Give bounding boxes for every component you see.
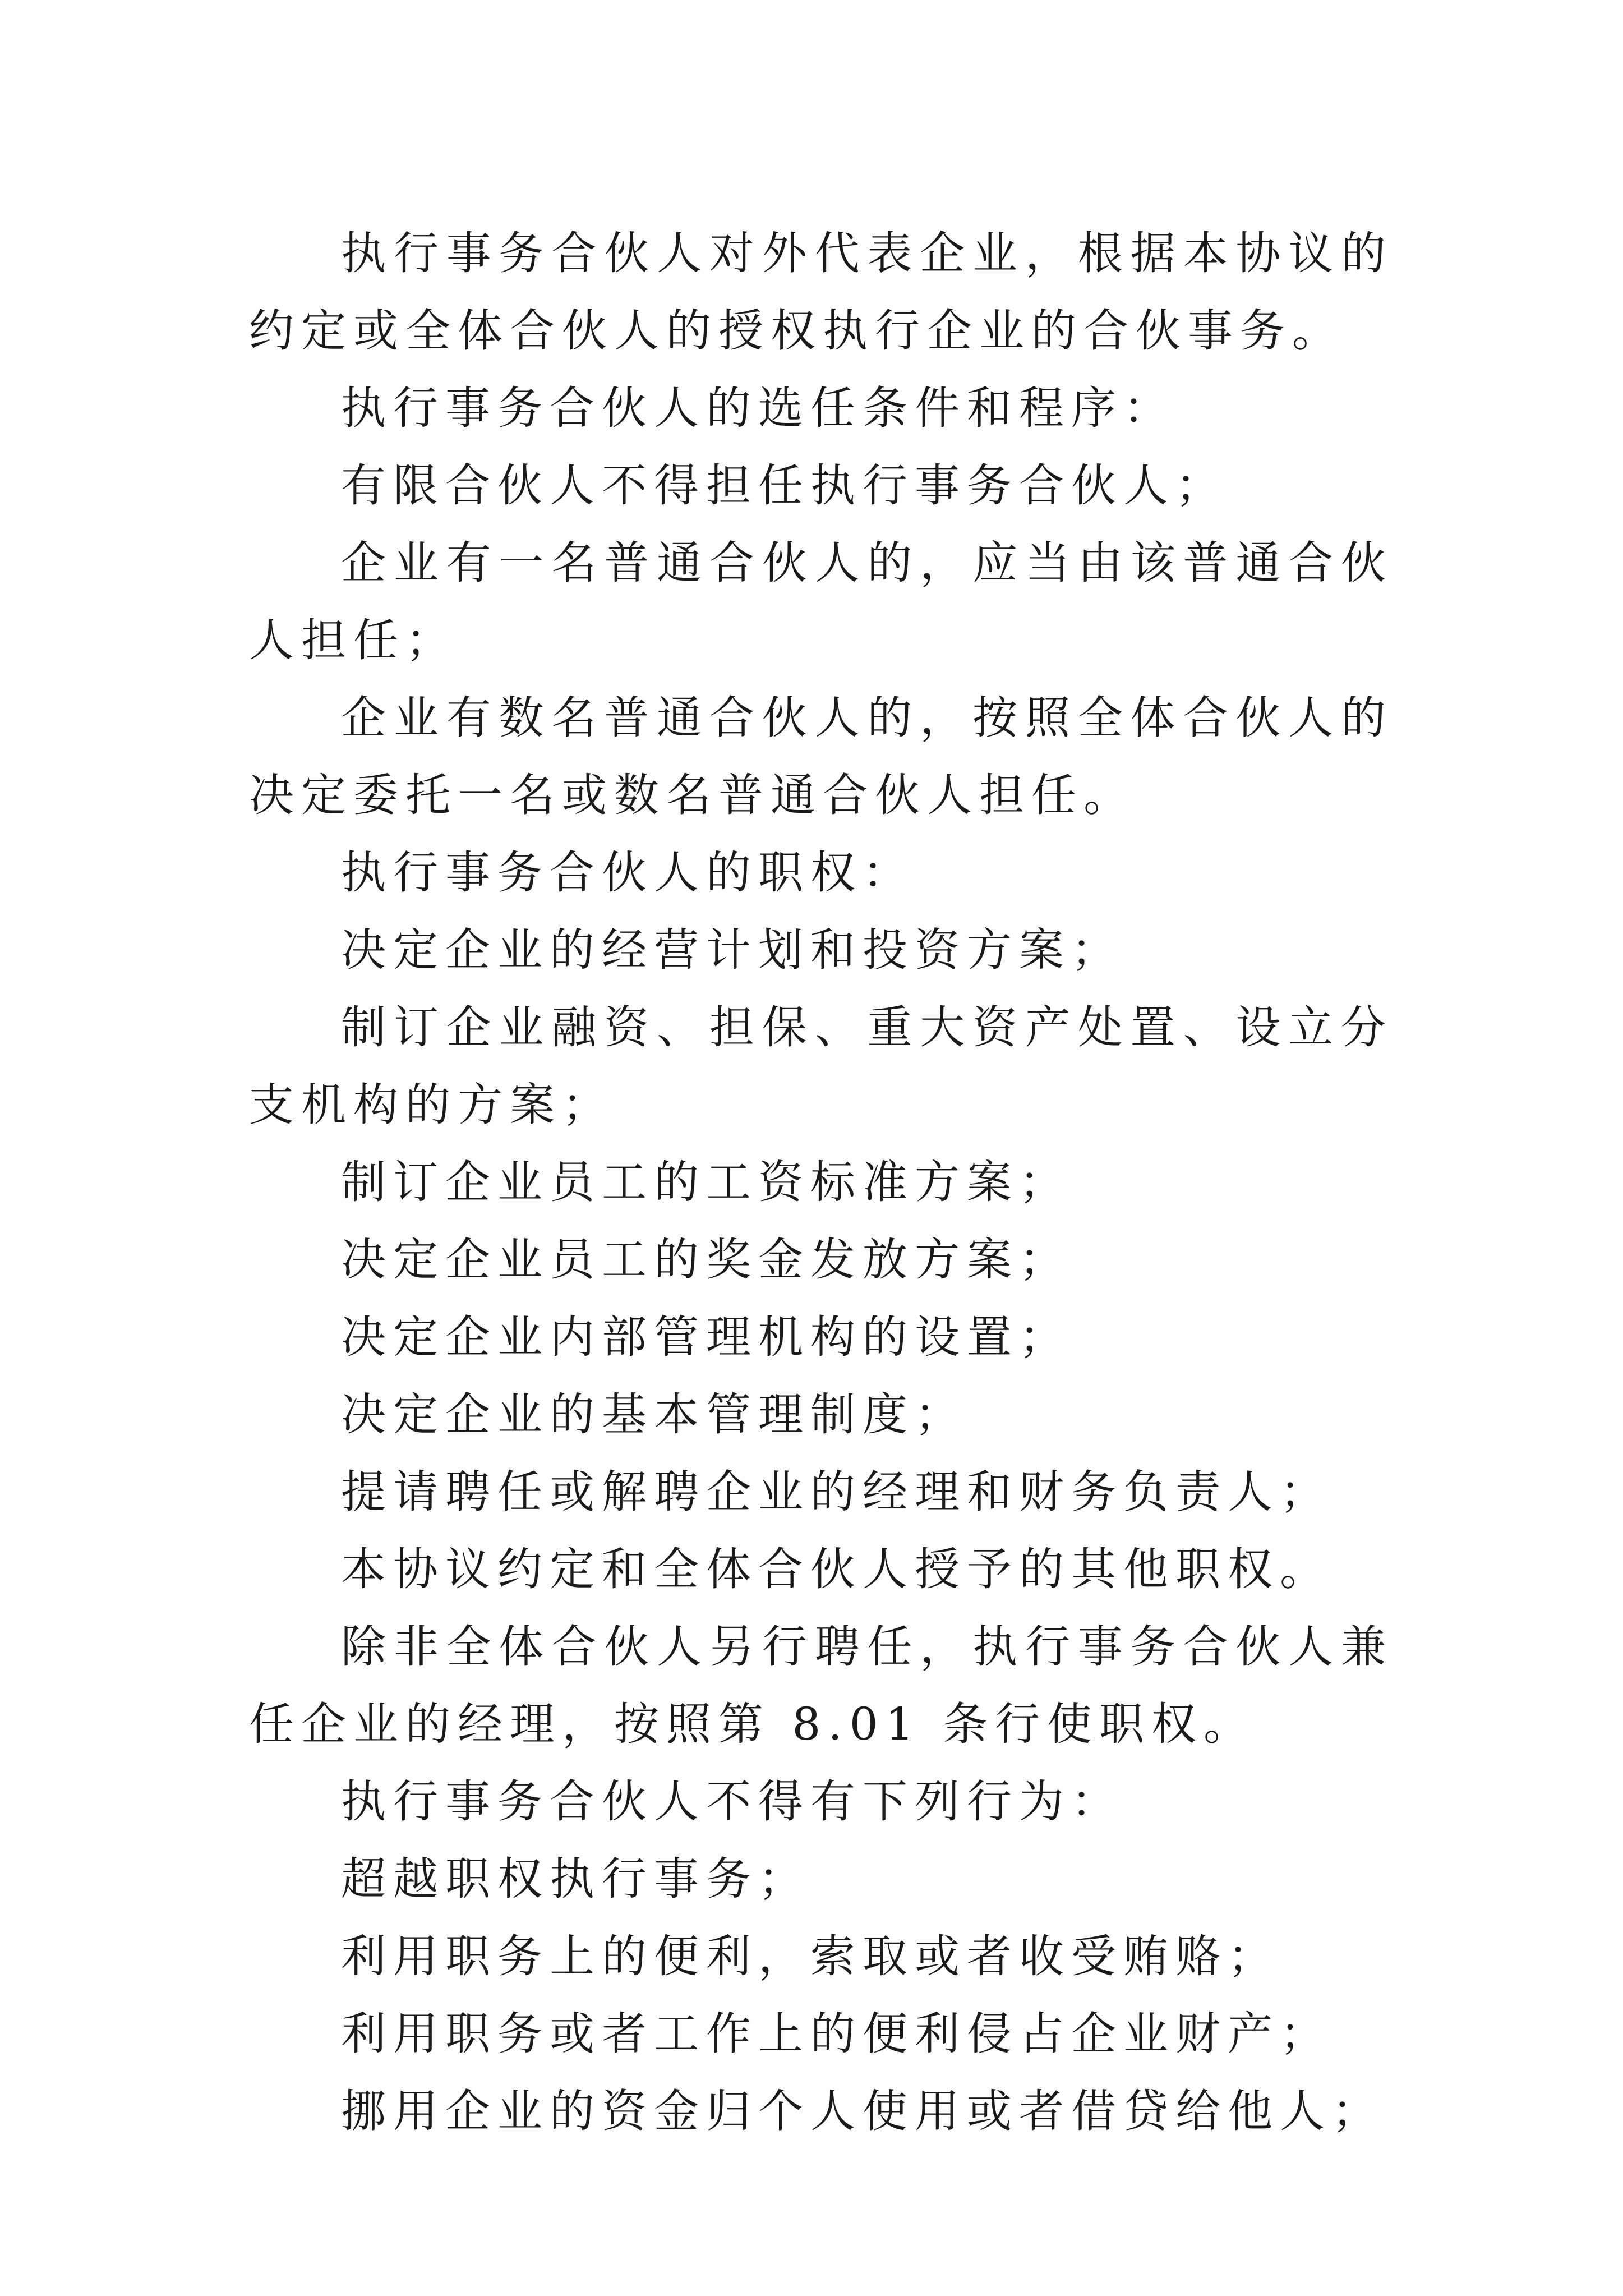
paragraph-8: 制订企业融资、担保、重大资产处置、设立分支机构的方案； [249, 1001, 1393, 1131]
paragraph-9: 制订企业员工的工资标准方案； [341, 1156, 1071, 1208]
document-body [249, 215, 1393, 2150]
paragraph-4: 企业有一名普通合伙人的，应当由该普通合伙人担任； [249, 537, 1393, 666]
paragraph-13: 提请聘任或解聘企业的经理和财务负责人； [341, 1466, 1332, 1518]
paragraph-18: 利用职务上的便利，索取或者收受贿赂； [341, 1930, 1280, 1982]
paragraph-10: 决定企业员工的奖金发放方案； [341, 1234, 1071, 1286]
paragraph-12: 决定企业的基本管理制度； [341, 1388, 967, 1441]
paragraph-2: 执行事务合伙人的选任条件和程序： [341, 382, 1175, 434]
paragraph-15: 除非全体合伙人另行聘任，执行事务合伙人兼任企业的经理，按照第 8.01 条行使职权。 [249, 1621, 1393, 1750]
paragraph-19: 利用职务或者工作上的便利侵占企业财产； [341, 2008, 1332, 2060]
paragraph-5: 企业有数名普通合伙人的，按照全体合伙人的决定委托一名或数名普通合伙人担任。 [249, 692, 1393, 821]
paragraph-20: 挪用企业的资金归个人使用或者借贷给他人； [341, 2085, 1384, 2137]
paragraph-6: 执行事务合伙人的职权： [341, 846, 915, 899]
paragraph-16: 执行事务合伙人不得有下列行为： [341, 1775, 1123, 1828]
paragraph-3: 有限合伙人不得担任执行事务合伙人； [341, 459, 1228, 512]
paragraph-11: 决定企业内部管理机构的设置； [341, 1311, 1071, 1363]
paragraph-7: 决定企业的经营计划和投资方案； [341, 924, 1123, 976]
paragraph-14: 本协议约定和全体合伙人授予的其他职权。 [341, 1543, 1332, 1595]
paragraph-1: 执行事务合伙人对外代表企业，根据本协议的约定或全体合伙人的授权执行企业的合伙事务。 [249, 227, 1393, 357]
paragraph-17: 超越职权执行事务； [341, 1853, 810, 1905]
